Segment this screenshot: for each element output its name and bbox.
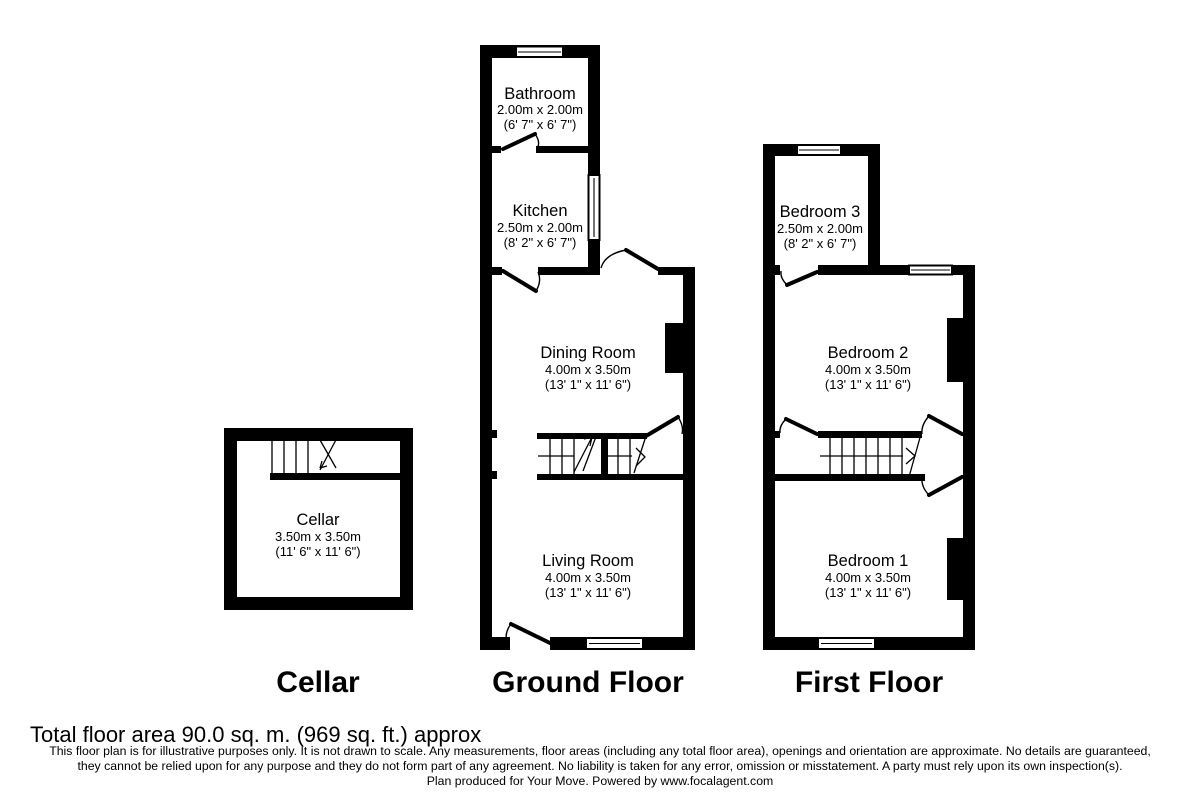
first-wall-bottom-segment [875,637,975,650]
dining-top-wall-segment [480,267,502,275]
disclaimer-line-3: Plan produced for Your Move. Powered by www.focalagent.com [426,774,774,788]
bathroom-dimensions-metric: 2.00m x 2.00m [497,102,583,117]
bathroom-dimensions-imperial: (6' 7" x 6' 7") [503,117,577,132]
dining-room-name-label: Dining Room [540,344,636,362]
living-room-name-label: Living Room [542,552,634,570]
kitchen-name-label: Kitchen [512,202,568,220]
cellar-dimensions-metric: 3.50m x 3.50m [275,529,361,544]
dining-room-dimensions-imperial: (13' 1" x 11' 6") [544,377,632,392]
cellar-wall-bottom [224,597,413,610]
kitchen-dimensions-imperial: (8' 2" x 6' 7") [503,235,577,250]
landing-wall-segment [763,431,780,438]
cellar-wall-left [224,428,237,610]
ground-wall-bottom-segment [643,637,695,650]
stairs-divider [601,433,608,480]
bathroom-name-label: Bathroom [504,85,576,103]
stairs-bottom-rail [763,474,925,481]
dining-room-dimensions-metric: 4.00m x 3.50m [545,362,631,377]
dining-room-chimney-breast [665,323,683,373]
bedroom2-name-label: Bedroom 2 [827,344,909,362]
total-area-text: Total floor area 90.0 sq. m. (969 sq. ft.) approx [30,722,482,747]
bedroom1-dimensions-metric: 4.00m x 3.50m [825,570,911,585]
ground-wall-left [480,45,492,650]
cellar-dimensions-imperial: (11' 6" x 11' 6") [275,544,361,559]
stairs-bottom-rail [537,474,683,480]
floor-label-ground: Ground Floor [492,666,684,699]
bedroom2-dimensions-metric: 4.00m x 3.50m [825,362,911,377]
cellar-wall-top [224,428,413,441]
bathroom-wall-segment [536,146,588,153]
bedroom3-name-label: Bedroom 3 [779,203,861,221]
room-divider-stub [492,471,497,479]
bedroom2-dimensions-imperial: (13' 1" x 11' 6") [824,377,912,392]
room-divider-stub [492,430,497,438]
bedroom1-chimney-breast [947,538,963,600]
bedroom2-top-wall-segment [763,265,780,275]
floor-label-cellar: Cellar [276,666,360,699]
bedroom1-dimensions-imperial: (13' 1" x 11' 6") [824,585,912,600]
first-wall-right [963,265,975,650]
first-wall-left [763,144,775,650]
disclaimer-line-1: This floor plan is for illustrative purposes only. It is not drawn to scale. Any measurements, floor areas (including any total floor area), openings and orientation are approximate. No details are guaranteed, [49,744,1151,758]
kitchen-dimensions-metric: 2.50m x 2.00m [497,220,583,235]
living-room-dimensions-metric: 4.00m x 3.50m [545,570,631,585]
dining-top-wall-segment [538,267,600,275]
ground-wall-right [683,267,695,650]
living-room-dimensions-imperial: (13' 1" x 11' 6") [544,585,632,600]
bedroom2-chimney-breast [947,318,963,382]
bedroom1-name-label: Bedroom 1 [827,552,909,570]
ground-wall-bottom-segment [550,637,586,650]
first-wall-bottom-segment [763,637,818,650]
bathroom-wall-segment [492,146,501,153]
stairs-top-rail [818,431,922,438]
first-wall-upper-right [868,144,880,266]
bedroom3-dimensions-metric: 2.50m x 2.00m [777,221,863,236]
bedroom3-dimensions-imperial: (8' 2" x 6' 7") [783,236,857,251]
floor-label-first: First Floor [794,666,944,699]
cellar-stairs-rail [270,473,400,480]
cellar-wall-right [400,428,413,610]
disclaimer-line-2: they cannot be relied upon for any purpose and they do not form part of any agreement. No liability is taken for any error, omission or misstatement. A party must rely upon its own inspection(s). [77,759,1123,773]
cellar-name-label: Cellar [296,511,340,529]
